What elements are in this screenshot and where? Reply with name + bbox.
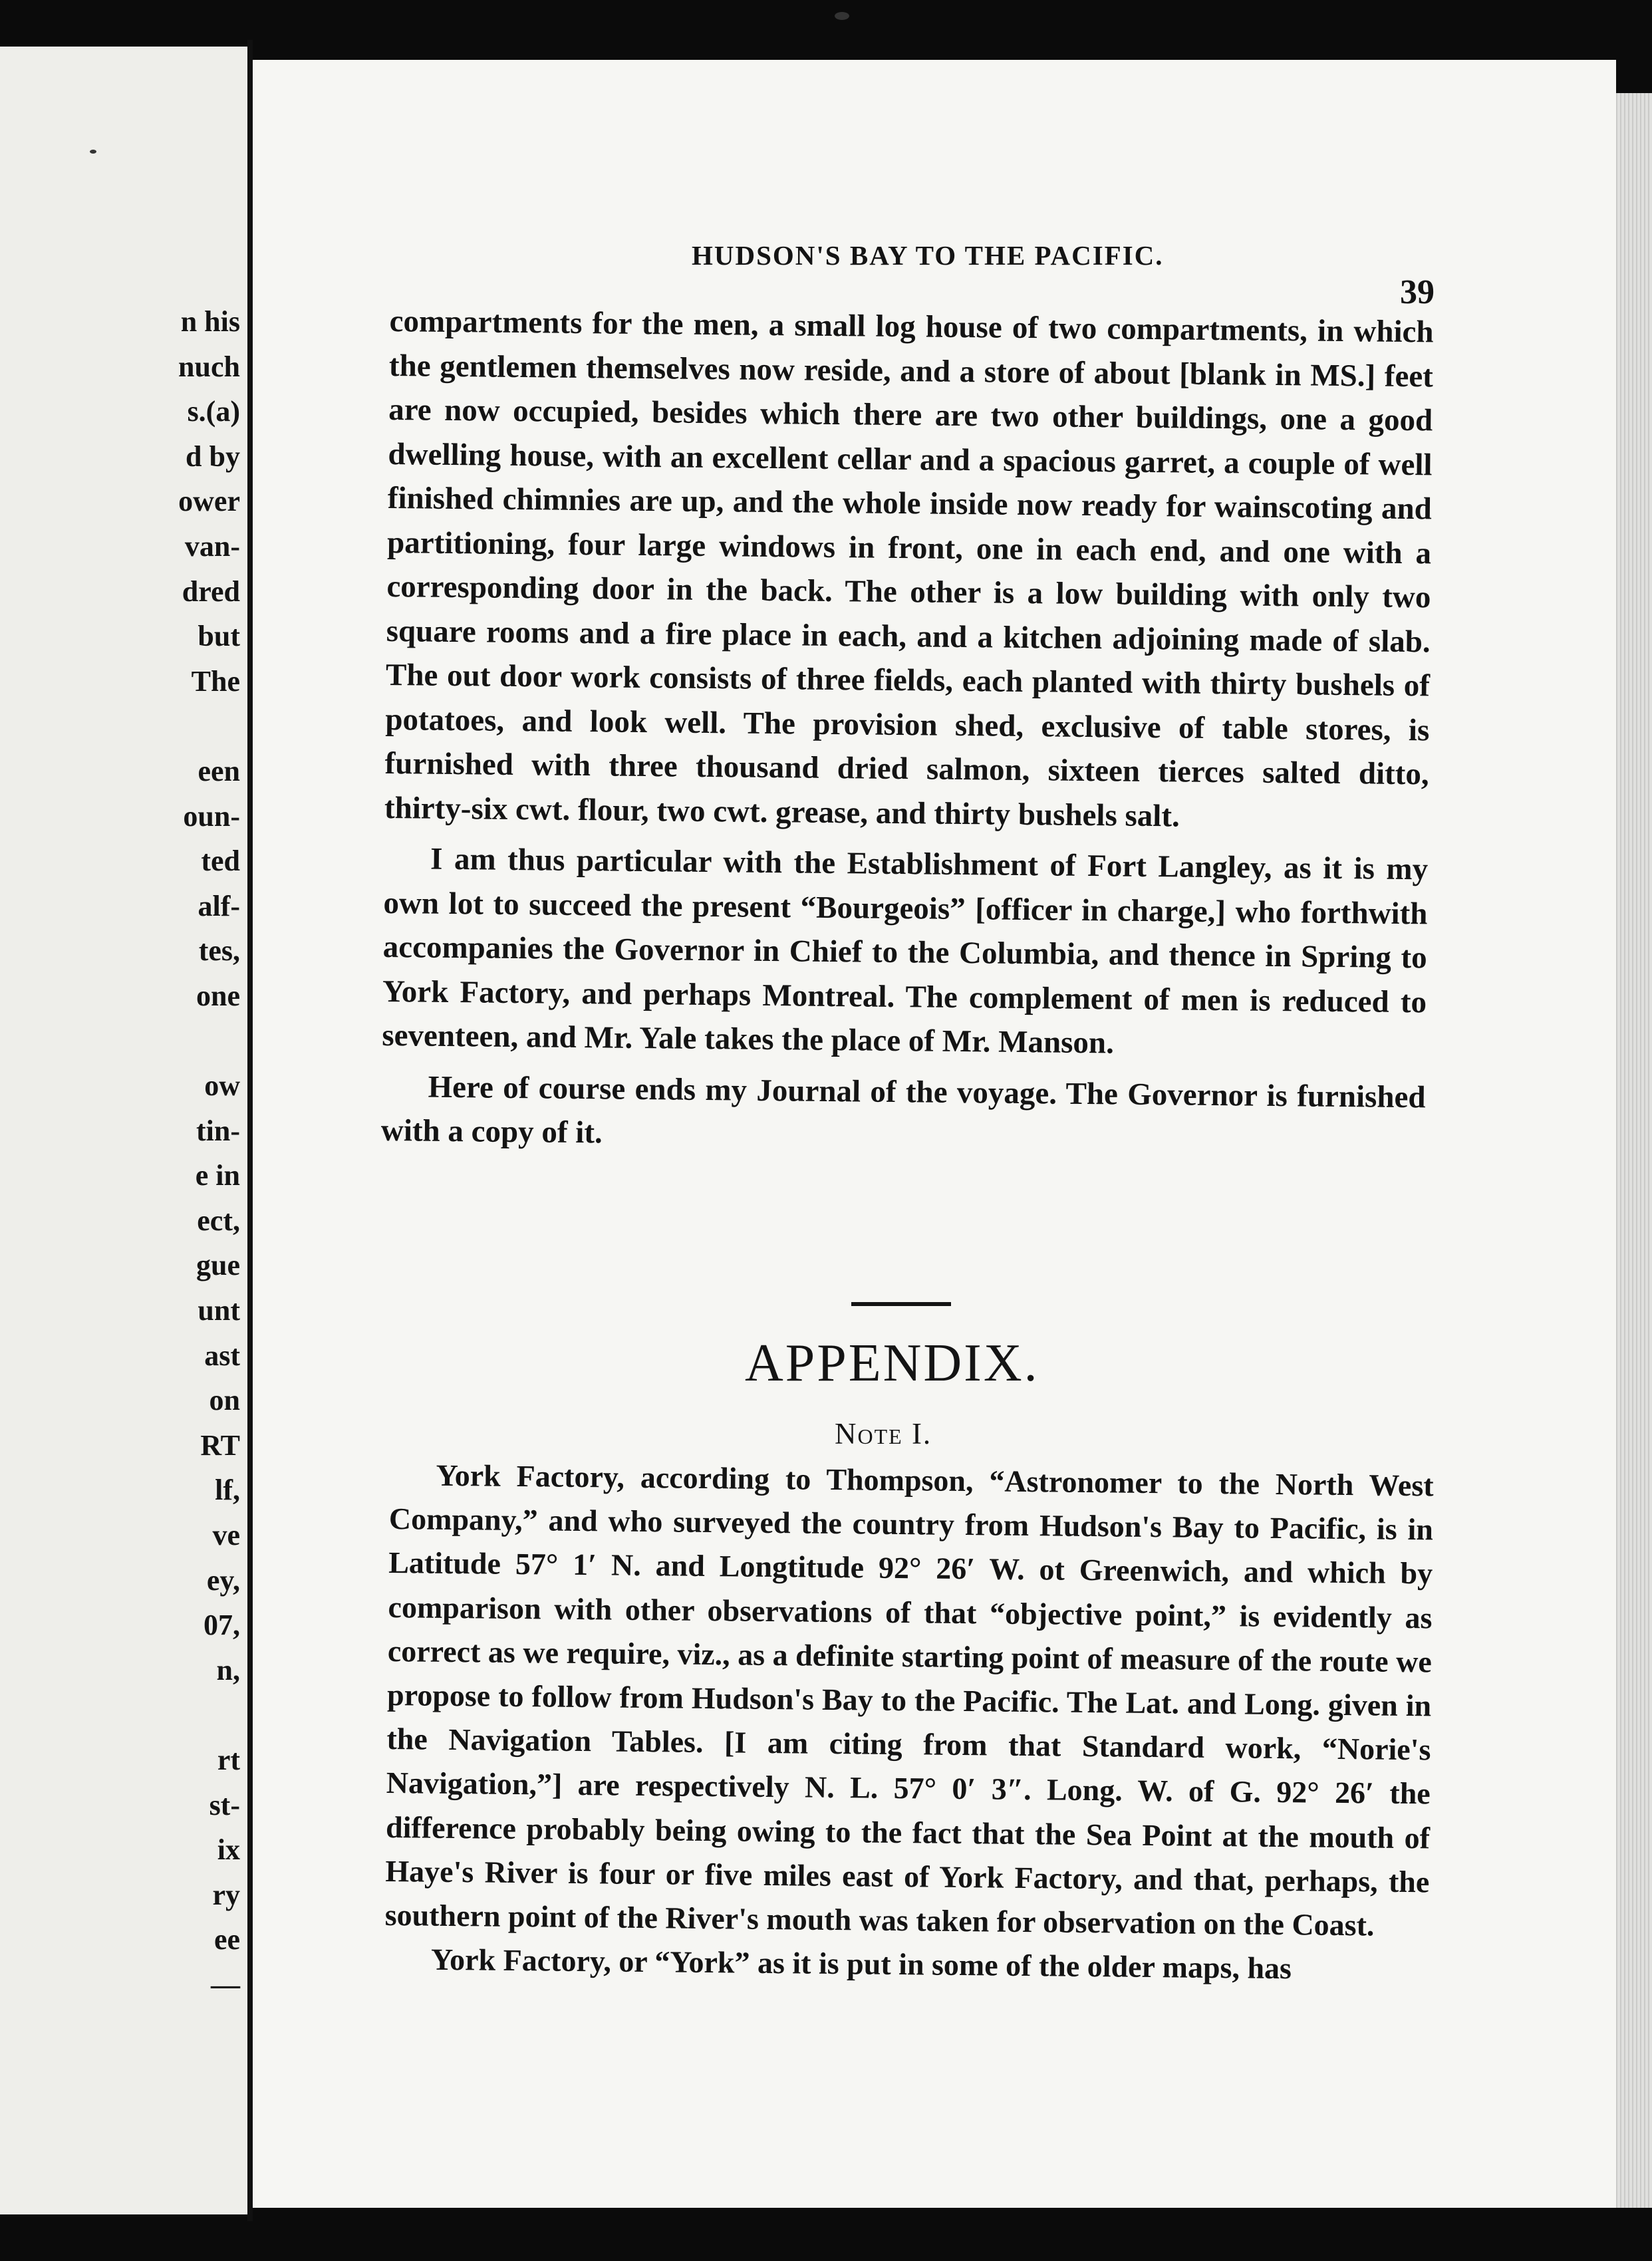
left-page-fragment: on — [209, 1384, 240, 1417]
left-page-fragment: dred — [182, 575, 240, 608]
left-page-fragment: ix — [217, 1833, 240, 1867]
left-page-fragment: van- — [184, 529, 240, 563]
body-paragraph: I am thus particular with the Establishment of Fort Langley, as it is my own lot to succeed the present “Bourgeois” [officer in charge,] who forthwith accompanies the Governor in Chief to the Columbia, and thence in Spring to York Factory, and perhaps Montreal. The complement of men is reduced to seventeen, and Mr. Yale takes the place of Mr. Manson. — [382, 841, 1429, 1061]
left-page-fragment: — — [211, 1968, 240, 2001]
appendix-paragraph: York Factory, or “York” as it is put in some of the older maps, has — [430, 1942, 1292, 1986]
left-page-fragment: unt — [198, 1294, 240, 1327]
page-number: 39 — [1400, 273, 1435, 311]
left-page-fragment: RT — [200, 1428, 240, 1462]
page-edge-stack — [1616, 93, 1652, 2208]
left-page-fragment — [74, 1019, 240, 1064]
left-page-fragment: oun- — [183, 799, 240, 833]
note-heading: Note I. — [835, 1417, 932, 1450]
left-page-fragment: een — [198, 754, 240, 787]
left-page-fragment: ey, — [206, 1563, 240, 1597]
left-page-fragment: ry — [212, 1878, 240, 1911]
left-page-fragment: 07, — [204, 1609, 240, 1642]
scan-speck — [835, 12, 849, 20]
left-page-fragment: alf- — [198, 889, 240, 922]
journal-body — [381, 299, 1434, 1164]
section-divider — [851, 1302, 951, 1306]
left-page-fragment: tes, — [198, 934, 240, 968]
left-page-text-fragments — [74, 299, 240, 2008]
left-page-fragment: rt — [217, 1744, 240, 1776]
left-page-fragment: The — [191, 664, 240, 698]
left-page-fragment: s.(a) — [187, 395, 240, 428]
body-paragraph: Here of course ends my Journal of the voyage. The Governor is furnished with a copy of it. — [380, 1069, 1426, 1150]
left-page-fragment — [74, 1692, 240, 1738]
left-page-fragment: n, — [216, 1653, 240, 1686]
appendix-paragraph: York Factory, according to Thompson, “Astronomer to the North West Company,” and who surveyed the country from Hudson's Bay to Pacific, is in Latitude 57° 1′ N. and Longtitude 92° 26′ W. ot Greenwich, and which by comparison with other observations of that “objective point,” is evidently as correct as we require, viz., as a definite starting point of measure of the route we propose to follow from Hudson's Bay to the Pacific. The Lat. and Long. given in the Navigation Tables. [I am citing from that Standard work, “Norie's Navigation,”] are respectively N. L. 57° 0′ 3″. Long. W. of G. 92° 26′ the difference probably being owing to the fact that the Sea Point at the mouth of Haye's River is four or five miles east of York Factory, and that, perhaps, the southern point of the River's mouth was taken for observation on the Coast. — [384, 1458, 1434, 1942]
left-page-fragment: tin- — [196, 1114, 240, 1147]
left-page — [0, 47, 249, 2214]
left-page-fragment: but — [198, 620, 240, 653]
bottom-shadow — [253, 2208, 1652, 2261]
left-page-fragment — [74, 704, 240, 749]
left-page-fragment: ee — [213, 1923, 240, 1956]
left-page-fragment: ow — [204, 1069, 240, 1103]
left-page-fragment: ast — [204, 1339, 240, 1372]
scan-speck — [90, 150, 96, 154]
left-page-fragment: ower — [178, 485, 240, 518]
book-gutter — [247, 40, 253, 2221]
left-page-fragment: lf, — [215, 1474, 240, 1507]
left-page-fragment: ted — [201, 845, 240, 878]
left-page-fragment: d by — [186, 440, 240, 473]
left-page-fragment: nuch — [178, 350, 240, 383]
left-page-fragment: st- — [209, 1788, 240, 1821]
left-page-fragment: ve — [212, 1519, 240, 1552]
appendix-title: APPENDIX. — [745, 1334, 1039, 1393]
left-page-fragment: e in — [195, 1159, 240, 1192]
left-page-fragment: n his — [180, 305, 240, 338]
left-page-fragment: gue — [196, 1249, 240, 1282]
appendix-body — [384, 1453, 1434, 1992]
left-page-fragment: one — [196, 979, 240, 1012]
running-head: HUDSON'S BAY TO THE PACIFIC. — [692, 240, 1164, 271]
left-page-fragment: ect, — [197, 1204, 240, 1237]
body-paragraph: compartments for the men, a small log house of two compartments, in which the gentlemen themselves now reside, and a store of about [blank in MS.] feet are now occupied, besides which there are two other buildings, one a good dwelling house, with an excellent cellar and a spacious garret, a couple of well finished chimnies are up, and the whole inside now ready for wainscoting and partitioning, four large windows in front, one in each end, and one with a corresponding door in the back. The other is a low building with only two square rooms and a fire place in each, and a kitchen adjoining made of slab. The out door work consists of three fields, each planted with thirty bushels of potatoes, and look well. The provision shed, exclusive of table stores, is furnished with three thousand dried salmon, sixteen tierces salted ditto, thirty-six cwt. flour, two cwt. grease, and thirty bushels salt. — [384, 303, 1434, 833]
